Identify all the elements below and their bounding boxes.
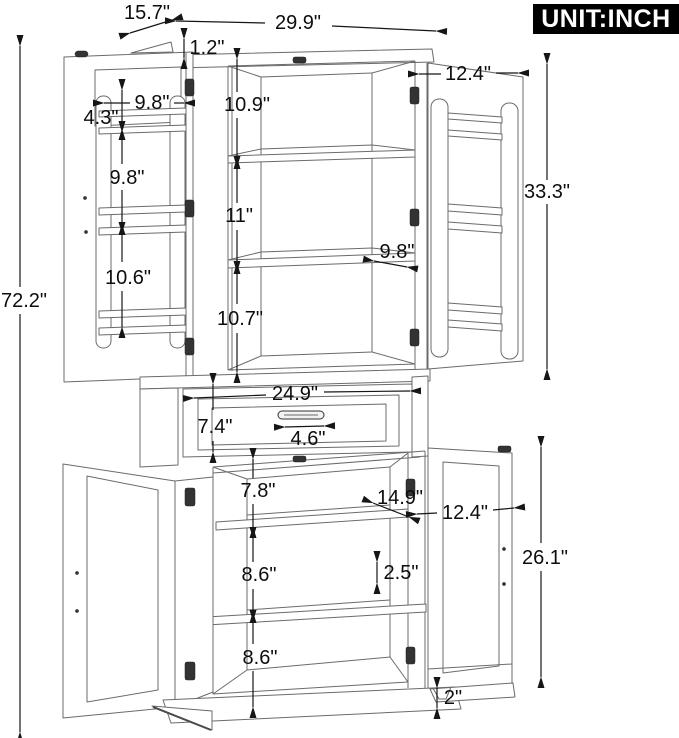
- dim-label: 7.4": [197, 416, 233, 438]
- dim-lower-shelf-thickness: [377, 562, 418, 584]
- dim-label: 11": [225, 205, 253, 227]
- hinge-icon: [185, 200, 194, 217]
- dim-label: 10.7": [216, 308, 264, 330]
- dim-upper-shelf-depth: [374, 241, 414, 267]
- dim-label: 7.8": [240, 480, 276, 502]
- door-knob: [498, 446, 511, 452]
- dim-upper-section-height: [524, 64, 570, 369]
- dim-label: 14.9": [376, 487, 424, 509]
- dim-label: 15.7": [123, 2, 171, 24]
- dim-upper-compartment-1: [224, 59, 270, 158]
- hinge-icon: [185, 338, 194, 355]
- hinge-icon: [410, 87, 419, 104]
- lower-door-latch: [293, 456, 306, 462]
- lower-shelf-1: [216, 509, 408, 530]
- dim-label: 2.5": [383, 562, 419, 584]
- dim-label: 24.9": [271, 383, 319, 405]
- lower-shelf-2: [207, 604, 426, 625]
- dim-label: 9.8": [379, 241, 415, 263]
- hinge-icon: [185, 488, 195, 506]
- dim-label: 12.4": [444, 63, 492, 85]
- dim-label: 33.3": [523, 181, 571, 203]
- upper-left-door: [64, 51, 194, 382]
- dim-label: 4.3": [83, 107, 119, 129]
- dim-upper-compartment-2: [225, 167, 253, 263]
- dim-label: 72.2": [0, 290, 48, 312]
- hinge-icon: [185, 662, 195, 680]
- dim-top-width: [176, 12, 436, 34]
- hinge-icon: [185, 79, 194, 96]
- dim-label: 1.2": [189, 37, 225, 59]
- hinge-icon: [410, 329, 419, 346]
- dim-label: 9.8": [109, 167, 145, 189]
- dim-label: 8.6": [241, 564, 277, 586]
- lower-left-door: [63, 464, 213, 718]
- dim-lower-section-height: [522, 447, 568, 677]
- dim-lower-compartment-3: [243, 621, 278, 707]
- dim-upper-compartment-3: [217, 272, 263, 372]
- dim-label: 12.4": [441, 502, 489, 524]
- dim-label: 8.6": [242, 647, 278, 669]
- hinge-icon: [406, 647, 415, 664]
- unit-badge: [533, 4, 679, 34]
- dim-handle-width: [285, 426, 325, 450]
- hinge-icon: [75, 51, 88, 57]
- dim-label: 26.1": [521, 547, 569, 569]
- dim-overall-height: [1, 46, 47, 732]
- upper-shelf-1: [228, 150, 415, 163]
- upper-door-latch: [293, 57, 306, 63]
- unit-badge-label: UNIT:INCH: [541, 5, 671, 33]
- dim-label: 2": [443, 687, 463, 709]
- upper-right-door: [428, 63, 523, 369]
- hinge-icon: [410, 209, 419, 226]
- dim-label: 10.6": [104, 267, 152, 289]
- dim-label: 4.6": [290, 428, 326, 450]
- dim-label: 10.9": [223, 94, 271, 116]
- dim-top-depth: [124, 2, 172, 33]
- dim-label: 29.9": [274, 12, 322, 34]
- lower-right-door: [428, 446, 512, 690]
- dim-top-thickness: [184, 37, 224, 59]
- dim-label: 9.8": [134, 92, 170, 114]
